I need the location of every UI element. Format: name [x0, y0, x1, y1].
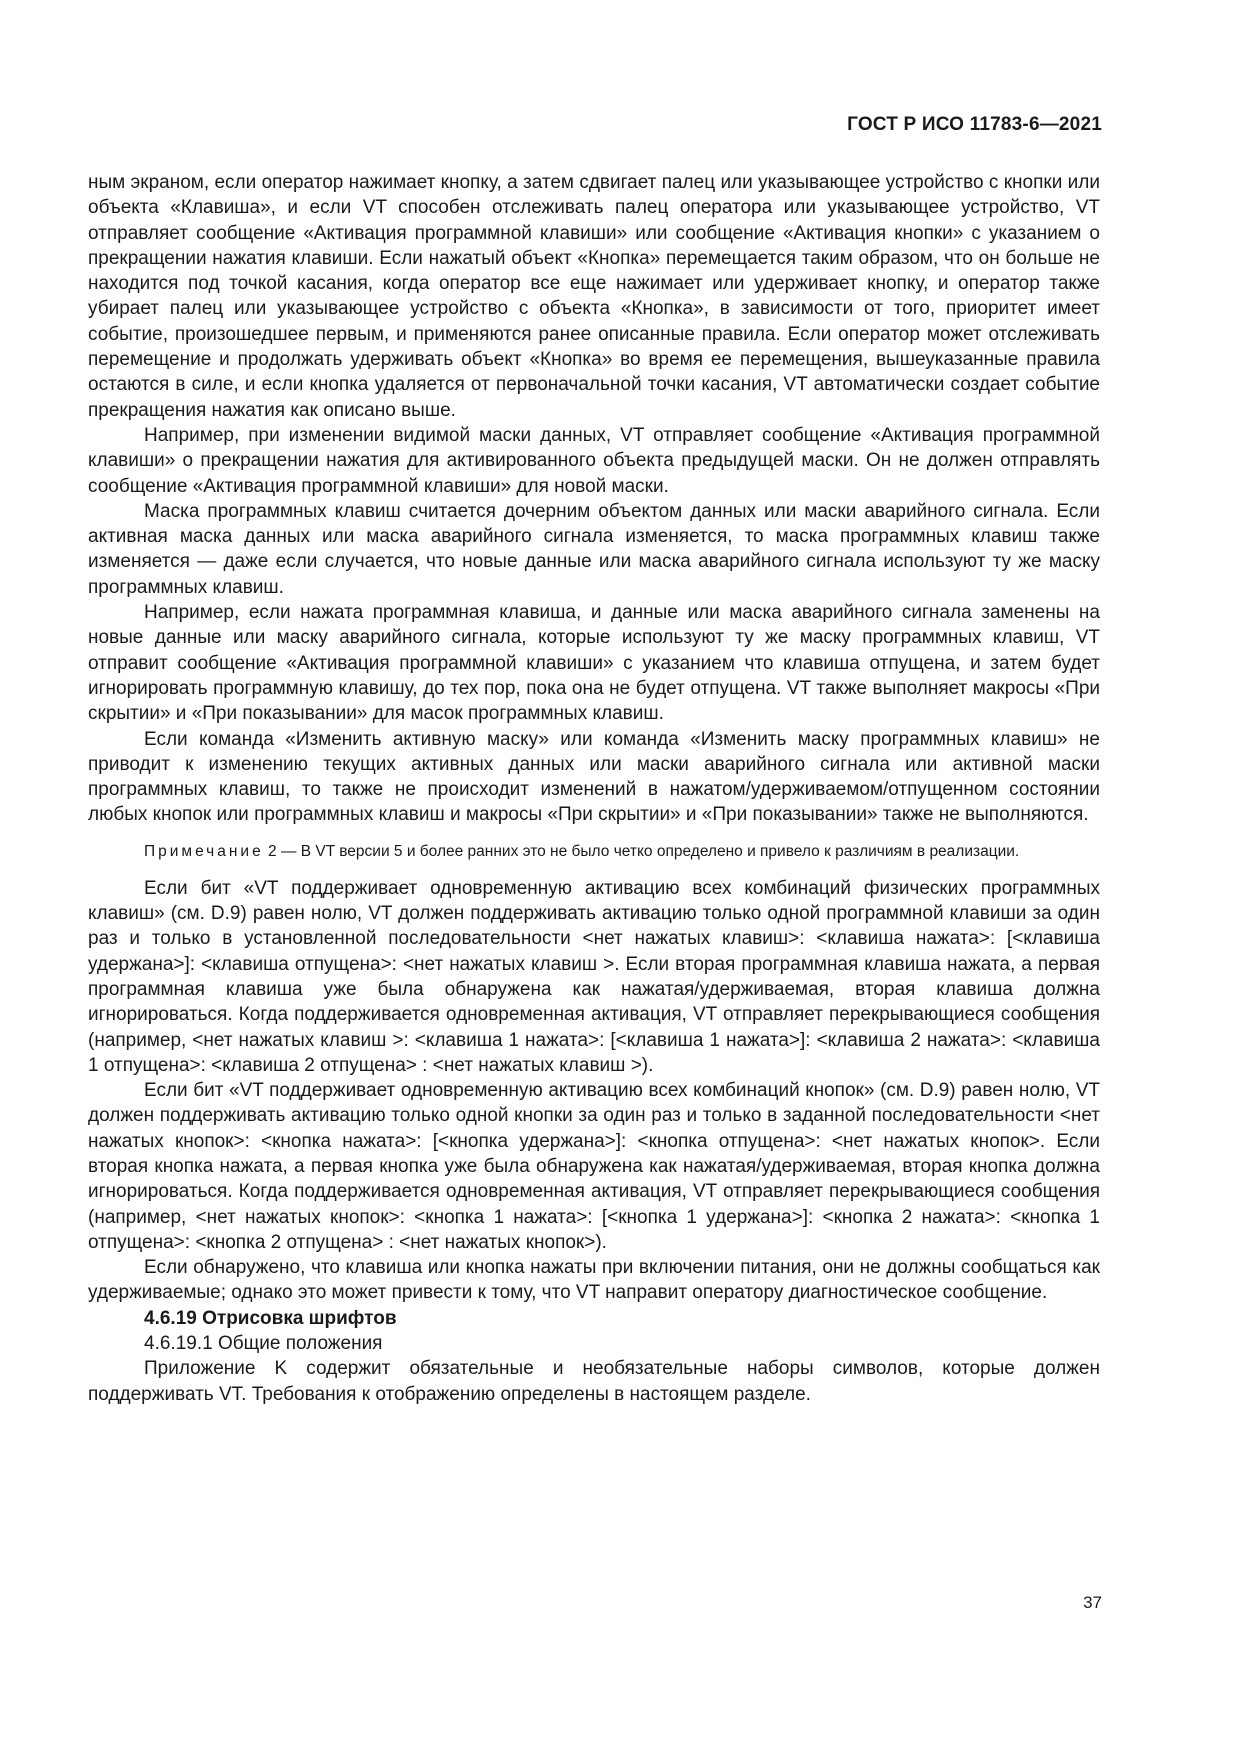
paragraph-9: Приложение K содержит обязательные и необязательные наборы символов, которые должен поддерживать VT. Требования к отображению определены в настоящем разделе.: [88, 1358, 1100, 1405]
paragraph-5: Если команда «Изменить активную маску» или команда «Изменить маску программных клавиш» не приводит к изменению текущих активных данных или маски аварийного сигнала или активной маски программных клавиш, то также не происходит изменений в нажатом/удерживаемом/отпущенном состоянии любых кнопок или программных клавиш и макросы «При скрытии» и «При показывании» также не выполняются.: [88, 728, 1100, 826]
paragraph-6: Если бит «VT поддерживает одновременную активацию всех комбинаций физических программных клавиш» (см. D.9) равен нолю, VT должен поддерживать активацию только одной программной клавиши за один раз и только в установленной последовательности <нет нажатых клавиш>: <клавиша нажата>: [<клавиша удержана>]: <клавиша отпущена>: <нет нажатых клавиш >. Если вторая программная клавиша нажата, а первая программная клавиша уже была обнаружена как нажатая/удерживаемая, вторая клавиша должна игнорироваться. Когда поддерживается одновременная активация, VT отправляет перекрывающиеся сообщения (например, <нет нажатых клавиш >: <клавиша 1 нажата>: [<клавиша 1 нажата>]: <клавиша 2 нажата>: <клавиша 1 отпущена>: <клавиша 2 отпущена> : <нет нажатых клавиш >).: [88, 877, 1100, 1076]
section-heading: 4.6.19 Отрисовка шрифтов: [144, 1307, 397, 1329]
paragraph-1: ным экраном, если оператор нажимает кнопку, а затем сдвигает палец или указывающее устройство с кнопки или объекта «Клавиша», и если VT способен отслеживать палец оператора или указывающее устройство, VT отправляет сообщение «Активация программной клавиши» или сообщение «Активация кнопки» с указанием о прекращении нажатия клавиши. Если нажатый объект «Кнопка» перемещается таким образом, что он больше не находится под точкой касания, когда оператор все еще нажимает или удерживает кнопку, и оператор также убирает палец или указывающее устройство с объекта «Кнопка», в зависимости от того, приоритет имеет событие, произошедшее первым, и применяются ранее описанные правила. Если оператор может отслеживать перемещение и продолжать удерживать объект «Кнопка» во время ее перемещения, вышеуказанные правила остаются в силе, и если кнопка удаляется от первоначальной точки касания, VT автоматически создает событие прекращения нажатия как описано выше.: [88, 172, 1100, 421]
subsection-heading: 4.6.19.1 Общие положения: [144, 1333, 383, 1355]
body-text: [88, 170, 1100, 1407]
paragraph-4: Например, если нажата программная клавиша, и данные или маска аварийного сигнала заменены на новые данные или маску аварийного сигнала, которые используют ту же маску программных клавиш, VT отправит сообщение «Активация программной клавиши» с указанием что клавиша отпущена, и затем будет игнорировать программную клавишу, до тех пор, пока она не будет отпущена. VT также выполняет макросы «При скрытии» и «При показывании» для масок программных клавиш.: [88, 602, 1100, 725]
paragraph-7: Если бит «VT поддерживает одновременную активацию всех комбинаций кнопок» (см. D.9) равен нолю, VT должен поддерживать активацию только одной кнопки за один раз и только в заданной последовательности <нет нажатых кнопок>: <кнопка нажата>: [<кнопка удержана>]: <кнопка отпущена>: <нет нажатых кнопок>. Если вторая кнопка нажата, а первая кнопка уже была обнаружена как нажатая/удерживаемая, вторая кнопка должна игнорироваться. Когда поддерживается одновременная активация, VT отправляет перекрывающиеся сообщения (например, <нет нажатых кнопок>: <кнопка 1 нажата>: [<кнопка 1 удержана>]: <кнопка 2 нажата>: <кнопка 1 отпущена>: <кнопка 2 отпущена> : <нет нажатых кнопок>).: [88, 1080, 1100, 1253]
note-label: Примечание: [144, 842, 264, 860]
document-header: ГОСТ Р ИСО 11783-6—2021: [847, 114, 1102, 135]
note-text: 2 — В VT версии 5 и более ранних это не было четко определено и привело к различиям в реализации.: [263, 842, 1020, 860]
paragraph-3: Маска программных клавиш считается дочерним объектом данных или маски аварийного сигнала. Если активная маска данных или маска аварийного сигнала изменяется, то маска программных клавиш также изменяется — даже если случается, что новые данные или маска аварийного сигнала используют ту же маску программных клавиш.: [88, 500, 1100, 598]
paragraph-8: Если обнаружено, что клавиша или кнопка нажаты при включении питания, они не должны сообщаться как удерживаемые; однако это может привести к тому, что VT направит оператору диагностическое сообщение.: [88, 1257, 1100, 1304]
note-2: [88, 841, 1100, 862]
paragraph-2: Например, при изменении видимой маски данных, VT отправляет сообщение «Активация программной клавиши» о прекращении нажатия для активированного объекта предыдущей маски. Он не должен отправлять сообщение «Активация программной клавиши» для новой маски.: [88, 424, 1100, 497]
page-number: 37: [1083, 1593, 1102, 1612]
